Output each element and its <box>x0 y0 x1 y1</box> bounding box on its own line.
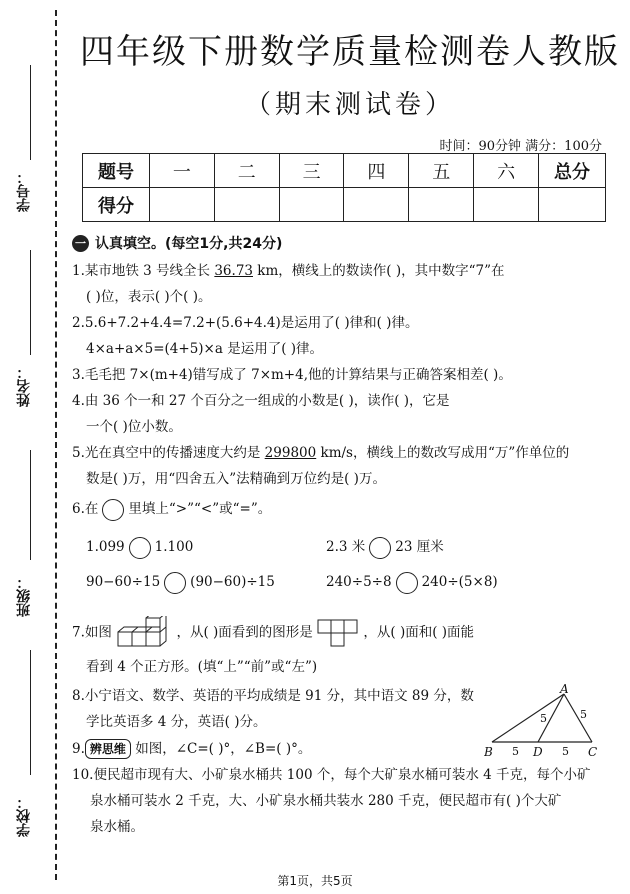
score-cell-5[interactable] <box>409 188 474 222</box>
question-10-line-3: 泉水桶。 <box>90 819 144 835</box>
question-2-line-2: 4×a+a×5=(4+5)×a 是运用了( )律。 <box>86 341 324 357</box>
question-9 <box>72 736 612 762</box>
class-label: 班级： <box>16 575 32 617</box>
q6-text-a: 6.在 <box>72 501 99 517</box>
question-1-line-1 <box>72 258 612 284</box>
comparison-circle-example <box>102 499 124 521</box>
q5-text-b: km/s，横线上的数改写成用“万”作单位的 <box>316 445 570 461</box>
q6-text-b: 里填上“>”“<”或“=”。 <box>128 501 272 517</box>
question-4-line-2: 一个( )位小数。 <box>86 419 182 435</box>
question-4-line-1: 4.由 36 个一和 27 个百分之一组成的小数是( )，读作( )，它是 <box>72 393 450 409</box>
q6-r1-right-a: 2.3 米 <box>326 539 366 555</box>
school-label: 学校： <box>16 795 32 837</box>
side-ac-label: 5 <box>580 708 587 721</box>
class-field-line[interactable] <box>30 450 31 560</box>
q6-r2-left-a: 90−60÷15 <box>86 574 161 590</box>
q7-text-b: ，从( )面看到的图形是 <box>176 624 313 641</box>
section-1-title: 认真填空。(每空1分,共24分) <box>95 236 283 252</box>
question-6-row-2-right <box>326 569 576 595</box>
question-6-row-1-right <box>326 534 576 560</box>
q5-text-a: 5.光在真空中的传播速度大约是 <box>72 445 265 461</box>
question-10-line-1: 10.便民超市现有大、小矿泉水桶共 100 个，每个大矿泉水桶可装水 4 千克，每个小矿 <box>72 767 591 783</box>
score-table-col-2: 二 <box>214 154 279 188</box>
exam-meta: 时间：90分钟 满分：100分 <box>439 139 602 154</box>
score-table-header-row <box>83 154 606 188</box>
q9-text: 如图，∠C=( )°，∠B=( )°。 <box>130 741 312 757</box>
name-field-line[interactable] <box>30 250 31 355</box>
vertex-a-label: A <box>560 684 569 696</box>
score-table-col-3: 三 <box>279 154 344 188</box>
score-table-col-6: 六 <box>474 154 539 188</box>
score-cell-6[interactable] <box>474 188 539 222</box>
score-table-score-label: 得分 <box>83 188 150 222</box>
score-cell-total[interactable] <box>539 188 606 222</box>
segment-dc-label: 5 <box>562 745 569 758</box>
q6-r1-right-b: 23 厘米 <box>395 539 444 555</box>
segment-bd-label: 5 <box>512 745 519 758</box>
comparison-circle-2[interactable] <box>369 537 391 559</box>
score-table-header-label: 题号 <box>83 154 150 188</box>
score-cell-1[interactable] <box>150 188 215 222</box>
question-2-line-1: 2.5.6+7.2+4.4=7.2+(5.6+4.4)是运用了( )律和( )律。 <box>72 315 419 331</box>
score-table-col-1: 一 <box>150 154 215 188</box>
view-shape-icon <box>317 619 359 647</box>
vertex-c-label: C <box>588 745 598 759</box>
question-5-line-1 <box>72 440 612 466</box>
q1-text-b: km，横线上的数读作( )，其中数字“7”在 <box>253 263 505 279</box>
question-3: 3.毛毛把 7×(m+4)错写成了 7×m+4,他的计算结果与正确答案相差( )。 <box>72 367 512 383</box>
q6-r2-right-a: 240÷5÷8 <box>326 574 392 590</box>
score-cell-3[interactable] <box>279 188 344 222</box>
question-6 <box>72 496 612 522</box>
q5-underlined-value: 299800 <box>264 445 317 461</box>
q6-r2-right-b: 240÷(5×8) <box>421 574 498 590</box>
q1-underlined-value: 36.73 <box>214 263 253 279</box>
q6-r2-left-b: (90−60)÷15 <box>190 574 275 590</box>
comparison-circle-3[interactable] <box>164 572 186 594</box>
student-id-field-line[interactable] <box>30 65 31 160</box>
q6-r1-left-b: 1.100 <box>154 539 194 555</box>
vertex-b-label: B <box>484 745 493 759</box>
comparison-circle-4[interactable] <box>396 572 418 594</box>
side-ad-label: 5 <box>540 712 547 725</box>
name-label: 姓名： <box>16 365 32 407</box>
page-footer: 第1页，共5页 <box>277 874 353 888</box>
section-1-badge: 一 <box>72 235 89 252</box>
vertex-d-label: D <box>533 745 543 759</box>
student-id-label: 学号： <box>16 170 32 212</box>
score-table-col-4: 四 <box>344 154 409 188</box>
score-cell-2[interactable] <box>214 188 279 222</box>
question-10-line-2: 泉水桶可装水 2 千克，大、小矿泉水桶共装水 280 千克，便民超市有( )个大矿 <box>90 793 562 809</box>
question-6-row-2-left <box>86 569 316 595</box>
score-table-col-5: 五 <box>409 154 474 188</box>
question-7-line-1 <box>72 616 612 650</box>
score-table <box>82 153 606 222</box>
score-table-total-label: 总分 <box>539 154 606 188</box>
q1-text-a: 1.某市地铁 3 号线全长 <box>72 263 215 279</box>
page-title: 四年级下册数学质量检测卷人教版 <box>80 32 620 72</box>
q7-text-c: ，从( )面和( )面能 <box>363 624 475 641</box>
comparison-circle-1[interactable] <box>129 537 151 559</box>
question-8-line-2: 学比英语多 4 分，英语( )分。 <box>86 714 267 730</box>
cubes-figure-icon <box>116 616 172 650</box>
question-5-line-2: 数是( )万，用“四舍五入”法精确到万位约是( )万。 <box>86 471 386 487</box>
question-7-line-2: 看到 4 个正方形。(填“上”“前”或“左”) <box>86 659 318 675</box>
q9-number: 9. <box>72 741 85 757</box>
question-6-row-1-left <box>86 534 306 560</box>
q6-r1-left-a: 1.099 <box>86 539 125 555</box>
q7-text-a: 7.如图 <box>72 624 112 641</box>
score-cell-4[interactable] <box>344 188 409 222</box>
thinking-tag: 辨思维 <box>85 739 131 759</box>
binding-dashed-line <box>55 10 57 880</box>
section-1-heading <box>72 233 282 253</box>
school-field-line[interactable] <box>30 650 31 775</box>
question-8-line-1: 8.小宁语文、数学、英语的平均成绩是 91 分，其中语文 89 分，数 <box>72 688 474 704</box>
score-table-score-row <box>83 188 606 222</box>
page-subtitle: （期末测试卷） <box>244 90 455 120</box>
question-1-line-2: ( )位，表示( )个( )。 <box>86 289 212 305</box>
